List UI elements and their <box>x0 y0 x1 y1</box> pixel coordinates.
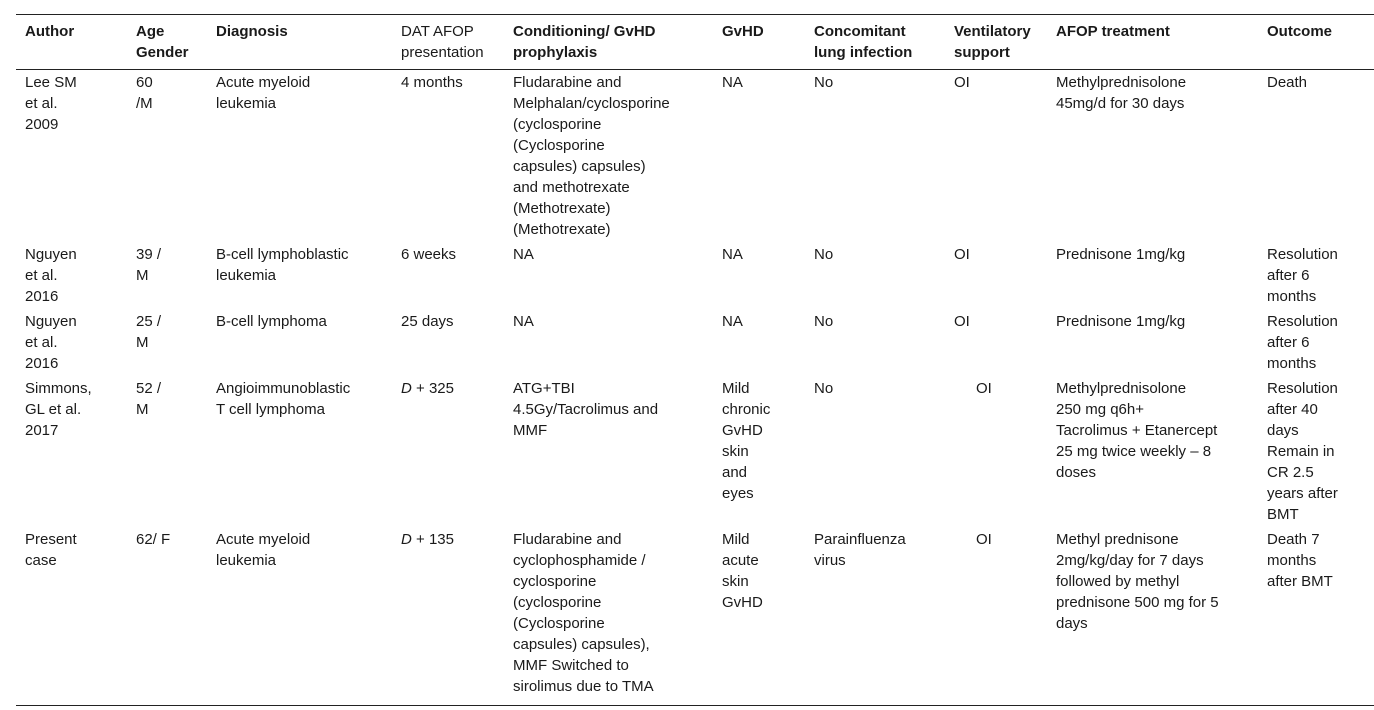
diagnosis-line: Acute myeloid <box>216 74 311 91</box>
outcome-line: Death 7 <box>1267 531 1320 548</box>
header-diagnosis: Diagnosis <box>207 15 392 70</box>
header-gvhd: GvHD <box>713 15 805 70</box>
gvhd-line: NA <box>722 246 743 263</box>
outcome-line: after 6 <box>1267 267 1310 284</box>
conditioning-line: cyclosporine <box>513 573 597 590</box>
cell-ventilatory <box>945 376 1047 527</box>
cell-gvhd <box>713 527 805 706</box>
gvhd-line: skin <box>722 443 749 460</box>
ventilatory-value: OI <box>976 380 992 397</box>
conditioning-line: (cyclosporine <box>513 594 602 611</box>
cell-diagnosis <box>207 309 392 376</box>
treatment-line: Methylprednisolone <box>1056 380 1187 397</box>
table-row <box>16 527 1374 706</box>
conditioning-line: capsules) capsules), <box>513 636 650 653</box>
age-gender-line: M <box>136 267 149 284</box>
cell-author <box>16 527 127 706</box>
outcome-line: Remain in <box>1267 443 1335 460</box>
infection-line: No <box>814 246 834 263</box>
conditioning-line: (Methotrexate) <box>513 221 611 238</box>
treatment-line: Tacrolimus + Etanercept <box>1056 422 1218 439</box>
cell-ventilatory <box>945 309 1047 376</box>
header-dat-afop-presentation: DAT AFOP presentation <box>392 15 504 70</box>
conditioning-line: (Methotrexate) <box>513 200 611 217</box>
conditioning-line: Fludarabine and <box>513 74 622 91</box>
author-line: Nguyen <box>25 313 77 330</box>
table-row <box>16 70 1374 243</box>
cell-diagnosis <box>207 527 392 706</box>
outcome-line: BMT <box>1267 506 1299 523</box>
cell-dat <box>392 527 504 706</box>
gvhd-line: Mild <box>722 380 750 397</box>
outcome-line: months <box>1267 552 1317 569</box>
author-line: Simmons, <box>25 380 92 397</box>
cell-age-gender <box>127 376 207 527</box>
infection-line: No <box>814 380 834 397</box>
cell-ventilatory <box>945 527 1047 706</box>
age-gender-line: 52 / <box>136 380 162 397</box>
cell-diagnosis <box>207 70 392 243</box>
dat-value: 6 weeks <box>401 246 457 263</box>
cell-gvhd <box>713 376 805 527</box>
treatment-line: 45mg/d for 30 days <box>1056 95 1185 112</box>
header-outcome: Outcome <box>1258 15 1374 70</box>
treatment-line: Methylprednisolone <box>1056 74 1187 91</box>
outcome-line: years after <box>1267 485 1338 502</box>
cell-age-gender <box>127 242 207 309</box>
gvhd-line: acute <box>722 552 759 569</box>
gvhd-line: NA <box>722 313 743 330</box>
cell-treatment <box>1047 527 1258 706</box>
age-gender-line: /M <box>136 95 153 112</box>
cell-infection <box>805 242 945 309</box>
cell-infection <box>805 70 945 243</box>
table-body <box>16 70 1374 706</box>
author-line: 2016 <box>25 355 59 372</box>
cell-gvhd <box>713 242 805 309</box>
cell-diagnosis <box>207 376 392 527</box>
conditioning-line: (cyclosporine <box>513 116 602 133</box>
conditioning-line: cyclophosphamide / <box>513 552 646 569</box>
cell-treatment <box>1047 309 1258 376</box>
outcome-line: months <box>1267 288 1317 305</box>
cell-infection <box>805 309 945 376</box>
gvhd-line: and <box>722 464 748 481</box>
cell-dat <box>392 242 504 309</box>
author-line: 2009 <box>25 116 59 133</box>
afop-case-table <box>16 14 1374 706</box>
diagnosis-line: T cell lymphoma <box>216 401 325 418</box>
cell-author <box>16 376 127 527</box>
outcome-line: CR 2.5 <box>1267 464 1314 481</box>
diagnosis-line: Acute myeloid <box>216 531 311 548</box>
header-age-gender: Age Gender <box>127 15 207 70</box>
table-row <box>16 242 1374 309</box>
outcome-line: Resolution <box>1267 246 1338 263</box>
outcome-line: Resolution <box>1267 313 1338 330</box>
header-author: Author <box>16 15 127 70</box>
treatment-line: Prednisone 1mg/kg <box>1056 246 1186 263</box>
author-line: 2017 <box>25 422 59 439</box>
cell-ventilatory <box>945 70 1047 243</box>
diagnosis-line: leukemia <box>216 552 277 569</box>
ventilatory-value: OI <box>954 313 970 330</box>
gvhd-line: skin <box>722 573 749 590</box>
cell-infection <box>805 527 945 706</box>
conditioning-line: 4.5Gy/Tacrolimus and <box>513 401 659 418</box>
diagnosis-line: B-cell lymphoblastic <box>216 246 349 263</box>
cell-treatment <box>1047 70 1258 243</box>
cell-treatment <box>1047 376 1258 527</box>
author-line: Nguyen <box>25 246 77 263</box>
outcome-line: after 40 <box>1267 401 1318 418</box>
infection-line: No <box>814 313 834 330</box>
cell-age-gender <box>127 309 207 376</box>
outcome-line: days <box>1267 422 1299 439</box>
dat-value: + 325 <box>411 380 454 397</box>
gvhd-line: GvHD <box>722 422 763 439</box>
treatment-line: doses <box>1056 464 1097 481</box>
author-line: 2016 <box>25 288 59 305</box>
infection-line: Parainfluenza <box>814 531 906 548</box>
infection-line: virus <box>814 552 846 569</box>
dat-value: + 135 <box>411 531 454 548</box>
dat-value: 4 months <box>401 74 463 91</box>
ventilatory-value: OI <box>976 531 992 548</box>
conditioning-line: MMF Switched to <box>513 657 629 674</box>
conditioning-line: (Cyclosporine <box>513 137 605 154</box>
age-gender-line: M <box>136 401 149 418</box>
cell-outcome <box>1258 376 1374 527</box>
infection-line: No <box>814 74 834 91</box>
cell-author <box>16 70 127 243</box>
author-line: et al. <box>25 267 58 284</box>
diagnosis-line: leukemia <box>216 95 277 112</box>
author-line: et al. <box>25 95 58 112</box>
conditioning-line: sirolimus due to TMA <box>513 678 654 695</box>
header-afop-treatment: AFOP treatment <box>1047 15 1258 70</box>
cell-conditioning <box>504 70 713 243</box>
conditioning-line: Melphalan/cyclosporine <box>513 95 670 112</box>
diagnosis-line: leukemia <box>216 267 277 284</box>
treatment-line: days <box>1056 615 1088 632</box>
dat-value: 25 days <box>401 313 454 330</box>
cell-outcome <box>1258 70 1374 243</box>
cell-conditioning <box>504 309 713 376</box>
table-row <box>16 309 1374 376</box>
day-prefix: D <box>401 531 412 548</box>
age-gender-line: 25 / <box>136 313 162 330</box>
conditioning-line: ATG+TBI <box>513 380 575 397</box>
conditioning-line: NA <box>513 313 534 330</box>
author-line: et al. <box>25 334 58 351</box>
age-gender-line: 62/ F <box>136 531 171 548</box>
ventilatory-value: OI <box>954 74 970 91</box>
cell-outcome <box>1258 309 1374 376</box>
treatment-line: followed by methyl <box>1056 573 1180 590</box>
author-line: GL et al. <box>25 401 82 418</box>
treatment-line: Methyl prednisone <box>1056 531 1179 548</box>
gvhd-line: Mild <box>722 531 750 548</box>
header-ventilatory-support: Ventilatory support <box>945 15 1047 70</box>
conditioning-line: and methotrexate <box>513 179 630 196</box>
age-gender-line: 60 <box>136 74 153 91</box>
cell-dat <box>392 309 504 376</box>
gvhd-line: GvHD <box>722 594 763 611</box>
outcome-line: Resolution <box>1267 380 1338 397</box>
cell-conditioning <box>504 527 713 706</box>
conditioning-line: NA <box>513 246 534 263</box>
cell-diagnosis <box>207 242 392 309</box>
header-lung-infection: Concomitant lung infection <box>805 15 945 70</box>
age-gender-line: M <box>136 334 149 351</box>
outcome-line: months <box>1267 355 1317 372</box>
treatment-line: 2mg/kg/day for 7 days <box>1056 552 1204 569</box>
author-line: Present <box>25 531 77 548</box>
conditioning-line: capsules) capsules) <box>513 158 646 175</box>
ventilatory-value: OI <box>954 246 970 263</box>
table-header-row <box>16 15 1374 70</box>
cell-dat <box>392 70 504 243</box>
gvhd-line: eyes <box>722 485 754 502</box>
gvhd-line: NA <box>722 74 743 91</box>
table-container <box>16 14 1374 706</box>
cell-infection <box>805 376 945 527</box>
author-line: case <box>25 552 57 569</box>
day-prefix: D <box>401 380 412 397</box>
header-conditioning: Conditioning/ GvHD prophylaxis <box>504 15 713 70</box>
gvhd-line: chronic <box>722 401 771 418</box>
treatment-line: Prednisone 1mg/kg <box>1056 313 1186 330</box>
conditioning-line: Fludarabine and <box>513 531 622 548</box>
diagnosis-line: B-cell lymphoma <box>216 313 327 330</box>
cell-conditioning <box>504 376 713 527</box>
outcome-line: after 6 <box>1267 334 1310 351</box>
diagnosis-line: Angioimmunoblastic <box>216 380 351 397</box>
cell-conditioning <box>504 242 713 309</box>
cell-age-gender <box>127 70 207 243</box>
cell-ventilatory <box>945 242 1047 309</box>
treatment-line: prednisone 500 mg for 5 <box>1056 594 1219 611</box>
cell-treatment <box>1047 242 1258 309</box>
treatment-line: 25 mg twice weekly – 8 <box>1056 443 1212 460</box>
age-gender-line: 39 / <box>136 246 162 263</box>
conditioning-line: (Cyclosporine <box>513 615 605 632</box>
cell-gvhd <box>713 309 805 376</box>
conditioning-line: MMF <box>513 422 548 439</box>
cell-age-gender <box>127 527 207 706</box>
author-line: Lee SM <box>25 74 77 91</box>
treatment-line: 250 mg q6h+ <box>1056 401 1144 418</box>
cell-outcome <box>1258 242 1374 309</box>
cell-author <box>16 309 127 376</box>
outcome-line: Death <box>1267 74 1308 91</box>
table-row <box>16 376 1374 527</box>
cell-author <box>16 242 127 309</box>
cell-gvhd <box>713 70 805 243</box>
outcome-line: after BMT <box>1267 573 1333 590</box>
cell-dat <box>392 376 504 527</box>
cell-outcome <box>1258 527 1374 706</box>
